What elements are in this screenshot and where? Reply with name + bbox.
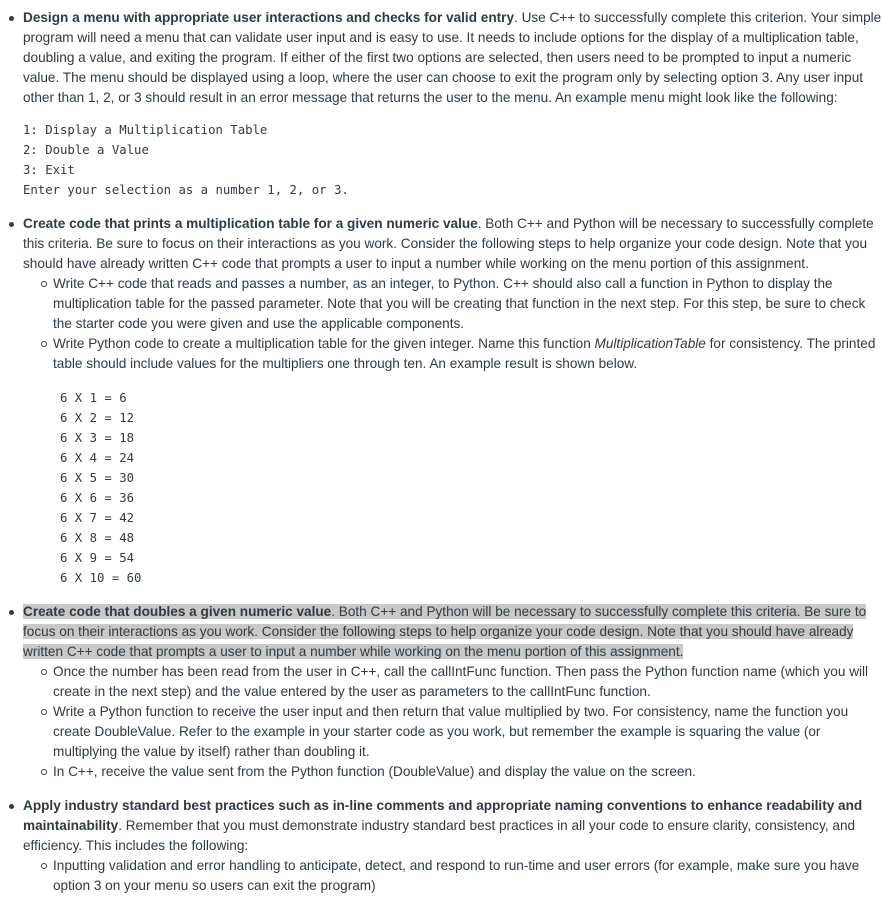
- code-line: Enter your selection as a number 1, 2, or 3.: [23, 183, 349, 197]
- item-heading: Design a menu with appropriate user interactions and checks for valid entry: [23, 10, 515, 25]
- sub-list-item: In C++, receive the value sent from the Python function (DoubleValue) and display the value on the screen.: [53, 762, 883, 782]
- code-line: 6 X 7 = 42: [60, 511, 135, 525]
- item-text: . Both C++ and Python will be necessary to successfully complete this criteria. Be sure to focus on their interactions as you work. Consider the following steps to help organize your code design. Note that you should have already written C++ code that prompts a user to input a number while working on the menu portion of this assignment.: [23, 216, 874, 271]
- item-paragraph: [23, 602, 883, 662]
- code-line: 6 X 3 = 18: [60, 431, 135, 445]
- code-line: 6 X 9 = 54: [60, 551, 135, 565]
- item-heading: Create code that prints a multiplication table for a given numeric value: [23, 216, 478, 231]
- list-item-menu-design: [23, 8, 883, 200]
- code-line: 6 X 5 = 30: [60, 471, 135, 485]
- selection-highlight[interactable]: [23, 604, 866, 659]
- sub-list: [23, 662, 883, 782]
- item-heading: Create code that doubles a given numeric value: [23, 604, 332, 619]
- item-text: . Remember that you must demonstrate industry standard best practices in all your code to ensure clarity, consistency, and efficiency. This includes the following:: [23, 818, 856, 853]
- sub-list-item: Once the number has been read from the user in C++, call the callIntFunc function. Then pass the Python function name (which you will create in the next step) and the value entered by the user as parameters to the callIntFunc function.: [53, 662, 883, 702]
- item-heading: Apply industry standard best practices such as in-line comments and appropriate naming conventions to enhance readability and maintainability: [23, 798, 863, 833]
- requirements-list: [23, 8, 883, 910]
- list-item-multiplication-table: [23, 214, 883, 588]
- list-item-double-value: [23, 602, 883, 782]
- item-paragraph: [23, 8, 883, 108]
- sub-list: [23, 856, 883, 896]
- code-line: 6 X 4 = 24: [60, 451, 135, 465]
- function-name: MultiplicationTable: [594, 336, 706, 351]
- sub-text: Write Python code to create a multiplication table for the given integer. Name this function: [53, 336, 595, 351]
- sub-text: for consistency. The printed table should include values for the multipliers one through ten. An example result is shown below.: [53, 336, 876, 371]
- item-paragraph: [23, 214, 883, 274]
- code-line: 6 X 6 = 36: [60, 491, 135, 505]
- item-text: . Use C++ to successfully complete this criterion. Your simple program will need a menu that can validate user input and is easy to use. It needs to include options for the display of a multiplication table, doubling a value, and exiting the program. If either of the first two options are selected, then users need to be prompted to input a numeric value. The menu should be displayed using a loop, where the user can choose to exit the program only by selecting option 3. Any user input other than 1, 2, or 3 should result in an error message that returns the user to the menu. An example menu might look like the following:: [23, 10, 882, 105]
- sub-list-item: Inputting validation and error handling to anticipate, detect, and respond to run-time and user errors (for example, make sure you have option 3 on your menu so users can exit the program): [53, 856, 883, 896]
- code-line: 1: Display a Multiplication Table: [23, 123, 268, 137]
- code-line: 6 X 2 = 12: [60, 411, 135, 425]
- code-line: 2: Double a Value: [23, 143, 149, 157]
- sub-list: [23, 274, 883, 374]
- code-example-menu: [23, 120, 883, 200]
- item-text: . Both C++ and Python will be necessary to successfully complete this criteria. Be sure to focus on their interactions as you work. Consider the following steps to help organize your code design. Note that you should have already written C++ code that prompts a user to input a number while working on the menu portion of this assignment.: [23, 604, 867, 659]
- code-line: 3: Exit: [23, 163, 75, 177]
- sub-list-item: [53, 334, 883, 374]
- code-line: 6 X 1 = 6: [60, 391, 127, 405]
- list-item-best-practices: [23, 796, 883, 896]
- code-line: 6 X 10 = 60: [60, 571, 142, 585]
- item-paragraph: [23, 796, 883, 856]
- code-example-table: [60, 388, 883, 588]
- sub-list-item: Write a Python function to receive the user input and then return that value multiplied by two. For consistency, name the function you create DoubleValue. Refer to the example in your starter code as you work, but remember the example is squaring the value (or multiplying the value by itself) rather than doubling it.: [53, 702, 883, 762]
- sub-list-item: Write C++ code that reads and passes a number, as an integer, to Python. C++ should also call a function in Python to display the multiplication table for the passed parameter. Note that you will be creating that function in the next step. For this step, be sure to check the starter code you were given and use the applicable components.: [53, 274, 883, 334]
- code-line: 6 X 8 = 48: [60, 531, 135, 545]
